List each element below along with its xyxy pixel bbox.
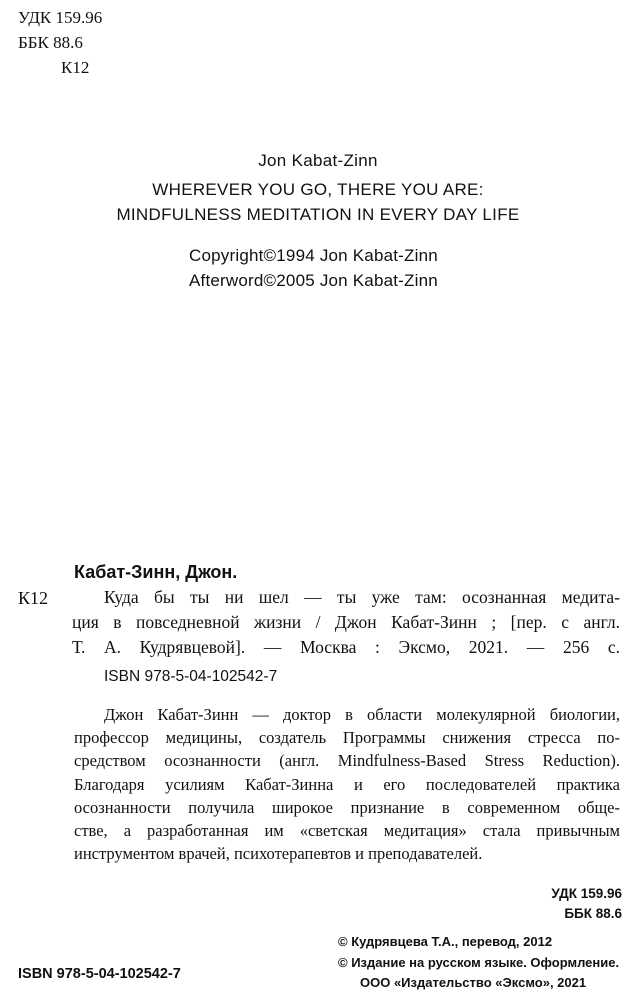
annotation xyxy=(74,703,620,865)
rights-publisher: ООО «Издательство «Эксмо», 2021 xyxy=(360,975,587,990)
bbk-code-top: ББК 88.6 xyxy=(18,33,83,52)
card-bbk: ББК 88.6 xyxy=(564,906,622,921)
rights-block xyxy=(338,932,619,994)
card-isbn: ISBN 978-5-04-102542-7 xyxy=(104,668,278,685)
annotation-line: стве, а разработанная им «светская медитация» стала привычным xyxy=(74,821,620,841)
description-line: Т. А. Кудрявцевой]. — Москва : Эксмо, 2021. — 256 с. xyxy=(72,637,620,657)
udk-code-top: УДК 159.96 xyxy=(18,8,103,27)
bibliographic-description xyxy=(72,585,620,660)
original-title-line2: MINDFULNESS MEDITATION IN EVERY DAY LIFE xyxy=(116,205,520,224)
annotation-line: инструментом врачей, психотерапевтов и преподавателей. xyxy=(74,844,483,864)
annotation-line: осознанности получила широкое признание в современном обще- xyxy=(74,797,620,817)
author-mark-top: К12 xyxy=(61,58,90,77)
annotation-line: Благодаря усилиям Кабат-Зинна и его последователей практика xyxy=(74,774,620,794)
rights-edition: © Издание на русском языке. Оформление. xyxy=(338,954,620,970)
card-author-heading: Кабат-Зинн, Джон. xyxy=(74,562,238,582)
bottom-isbn: ISBN 978-5-04-102542-7 xyxy=(18,966,181,982)
annotation-line: Джон Кабат-Зинн — доктор в области молекулярной биологии, xyxy=(104,705,620,724)
original-title-line1: WHEREVER YOU GO, THERE YOU ARE: xyxy=(152,180,484,199)
afterword-copyright-line: Afterword©2005 Jon Kabat-Zinn xyxy=(189,271,438,290)
description-line: Куда бы ты ни шел — ты уже там: осознанная медита- xyxy=(104,587,620,607)
card-udk-bbk xyxy=(551,884,622,924)
description-line: ция в повседневной жизни / Джон Кабат-Зинн ; [пер. с англ. xyxy=(72,612,620,632)
annotation-line: средством осознанности (англ. Mindfulness-Based Stress Reduction). xyxy=(74,751,620,771)
card-udk: УДК 159.96 xyxy=(551,886,622,901)
copyright-line: Copyright©1994 Jon Kabat-Zinn xyxy=(189,246,438,265)
rights-translation: © Кудрявцева Т.А., перевод, 2012 xyxy=(338,934,553,949)
original-author: Jon Kabat-Zinn xyxy=(258,151,378,170)
annotation-line: профессор медицины, создатель Программы снижения стресса по- xyxy=(74,728,620,748)
card-author-mark: К12 xyxy=(18,588,49,608)
